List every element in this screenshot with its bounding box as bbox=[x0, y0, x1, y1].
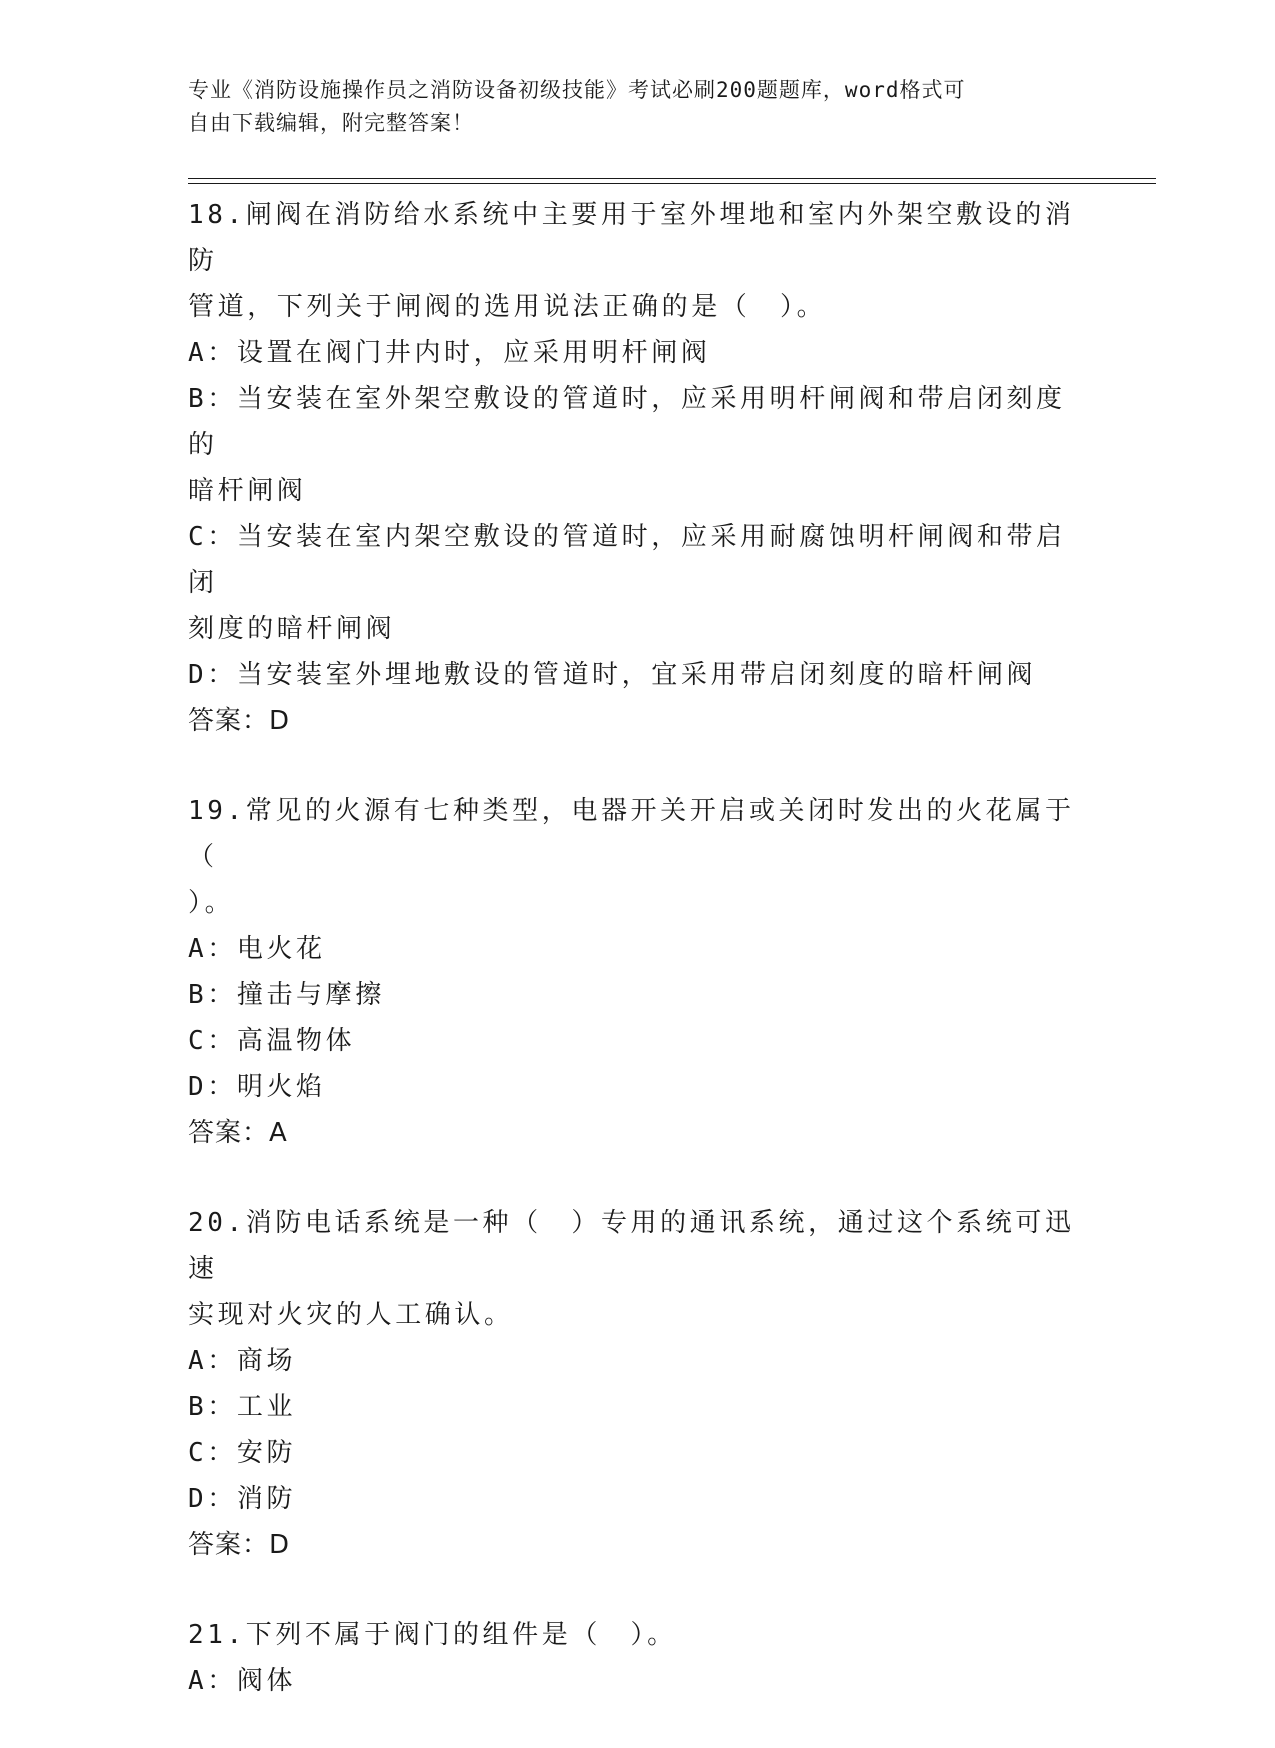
option-a: A：设置在阀门井内时，应采用明杆闸阀 bbox=[188, 338, 711, 368]
question-list bbox=[188, 192, 1088, 1748]
option-a: A：电火花 bbox=[188, 934, 326, 964]
header-line: 专业《消防设施操作员之消防设备初级技能》考试必刷200题题库，word格式可 bbox=[188, 78, 966, 102]
option-a: A：商场 bbox=[188, 1346, 297, 1376]
answer: 答案：D bbox=[188, 706, 291, 736]
option-d: D：消防 bbox=[188, 1484, 297, 1514]
option-c-continued: 刻度的暗杆闸阀 bbox=[188, 614, 396, 644]
question-text: 18.闸阀在消防给水系统中主要用于室外埋地和室内外架空敷设的消防 bbox=[188, 200, 1075, 276]
question-text: 管道，下列关于闸阀的选用说法正确的是（ ）。 bbox=[188, 292, 827, 322]
question-20 bbox=[188, 1200, 1088, 1568]
option-b: B：工业 bbox=[188, 1392, 297, 1422]
option-c: C：高温物体 bbox=[188, 1026, 356, 1056]
option-b: B：撞击与摩擦 bbox=[188, 980, 385, 1010]
header-rule-bottom bbox=[188, 183, 1156, 184]
question-21 bbox=[188, 1612, 1088, 1704]
option-d: D：当安装室外埋地敷设的管道时，宜采用带启闭刻度的暗杆闸阀 bbox=[188, 660, 1037, 690]
option-c: C：当安装在室内架空敷设的管道时，应采用耐腐蚀明杆闸阀和带启闭 bbox=[188, 522, 1066, 598]
option-b-continued: 暗杆闸阀 bbox=[188, 476, 307, 506]
question-18 bbox=[188, 192, 1088, 744]
header-rule-top bbox=[188, 178, 1156, 179]
option-c: C：安防 bbox=[188, 1438, 297, 1468]
document-header bbox=[188, 74, 1068, 140]
option-d: D：明火焰 bbox=[188, 1072, 326, 1102]
question-text: ）。 bbox=[188, 888, 235, 918]
question-19 bbox=[188, 788, 1088, 1156]
question-text: 实现对火灾的人工确认。 bbox=[188, 1300, 514, 1330]
question-text: 19.常见的火源有七种类型，电器开关开启或关闭时发出的火花属于（ bbox=[188, 796, 1075, 872]
header-line: 自由下载编辑，附完整答案！ bbox=[188, 111, 474, 135]
option-a: A：阀体 bbox=[188, 1666, 297, 1696]
answer: 答案：D bbox=[188, 1530, 291, 1560]
answer: 答案：A bbox=[188, 1118, 288, 1148]
question-text: 21.下列不属于阀门的组件是（ ）。 bbox=[188, 1620, 677, 1650]
option-b: B：当安装在室外架空敷设的管道时，应采用明杆闸阀和带启闭刻度的 bbox=[188, 384, 1066, 460]
question-text: 20.消防电话系统是一种（ ）专用的通讯系统，通过这个系统可迅速 bbox=[188, 1208, 1075, 1284]
